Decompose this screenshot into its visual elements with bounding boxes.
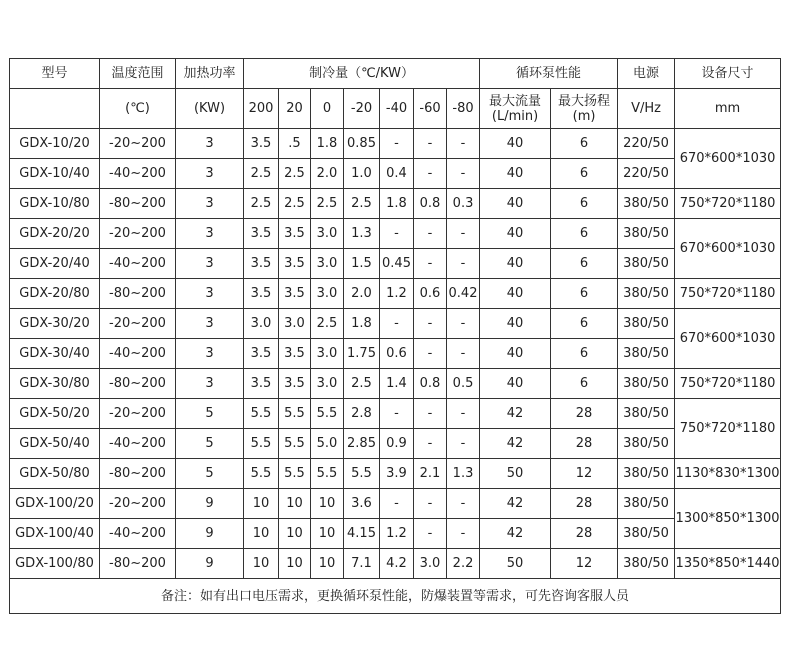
cell-cooling: 3.5 <box>244 129 279 159</box>
cell-cooling: 3.5 <box>244 249 279 279</box>
cell-cooling: 2.5 <box>279 159 311 189</box>
cell-cooling: - <box>414 249 447 279</box>
cell-max-head: 28 <box>551 489 618 519</box>
cell-cooling: 5.0 <box>311 429 344 459</box>
cell-max-head: 28 <box>551 399 618 429</box>
header-temp-unit: (℃) <box>100 89 176 129</box>
cell-max-flow: 40 <box>480 369 551 399</box>
cell-cooling: - <box>414 159 447 189</box>
cell-cooling: - <box>447 489 480 519</box>
cell-power: 380/50 <box>618 429 675 459</box>
cell-cooling: - <box>414 489 447 519</box>
cell-cooling: 0.3 <box>447 189 480 219</box>
header-size: 设备尺寸 <box>675 59 781 89</box>
cell-cooling: 1.3 <box>344 219 380 249</box>
cell-max-flow: 40 <box>480 339 551 369</box>
cell-max-flow: 40 <box>480 279 551 309</box>
cell-cooling: 0.85 <box>344 129 380 159</box>
cell-power: 380/50 <box>618 489 675 519</box>
cell-cooling: 3.5 <box>279 339 311 369</box>
cell-max-head: 12 <box>551 459 618 489</box>
cell-cooling: 3.5 <box>244 219 279 249</box>
cell-cooling: 10 <box>279 519 311 549</box>
cell-heat-power: 3 <box>176 159 244 189</box>
header-pump: 循环泵性能 <box>480 59 618 89</box>
cell-cooling: - <box>380 219 414 249</box>
header-cooling-temp: -60 <box>414 89 447 129</box>
cell-cooling: 5.5 <box>311 399 344 429</box>
cell-size: 670*600*1030 <box>675 129 781 189</box>
cell-cooling: 3.0 <box>311 339 344 369</box>
cell-temp-range: -40~200 <box>100 249 176 279</box>
cell-cooling: 1.8 <box>344 309 380 339</box>
cell-model: GDX-30/20 <box>10 309 100 339</box>
cell-cooling: 0.6 <box>414 279 447 309</box>
cell-cooling: 2.85 <box>344 429 380 459</box>
cell-cooling: 2.5 <box>311 189 344 219</box>
cell-power: 380/50 <box>618 309 675 339</box>
cell-power: 380/50 <box>618 189 675 219</box>
cell-temp-range: -80~200 <box>100 189 176 219</box>
cell-max-head: 6 <box>551 309 618 339</box>
cell-size: 1350*850*1440 <box>675 549 781 579</box>
table-row <box>10 159 781 189</box>
table-row <box>10 489 781 519</box>
header-row-1 <box>10 59 781 89</box>
cell-max-flow: 40 <box>480 129 551 159</box>
cell-cooling: 3.5 <box>279 219 311 249</box>
cell-power: 380/50 <box>618 219 675 249</box>
cell-max-head: 6 <box>551 159 618 189</box>
cell-cooling: 5.5 <box>244 399 279 429</box>
header-cooling-temp: -40 <box>380 89 414 129</box>
cell-model: GDX-100/40 <box>10 519 100 549</box>
cell-power: 380/50 <box>618 399 675 429</box>
header-heat-power: 加热功率 <box>176 59 244 89</box>
cell-cooling: 3.5 <box>279 249 311 279</box>
cell-heat-power: 5 <box>176 429 244 459</box>
cell-power: 380/50 <box>618 519 675 549</box>
cell-cooling: - <box>380 309 414 339</box>
header-cooling-temp: -80 <box>447 89 480 129</box>
cell-temp-range: -20~200 <box>100 399 176 429</box>
cell-max-flow: 40 <box>480 249 551 279</box>
cell-heat-power: 5 <box>176 459 244 489</box>
cell-cooling: 10 <box>279 549 311 579</box>
cell-cooling: 0.5 <box>447 369 480 399</box>
cell-cooling: 5.5 <box>244 459 279 489</box>
cell-cooling: 7.1 <box>344 549 380 579</box>
cell-temp-range: -80~200 <box>100 459 176 489</box>
cell-cooling: 5.5 <box>311 459 344 489</box>
cell-cooling: - <box>380 399 414 429</box>
cell-cooling: - <box>447 309 480 339</box>
cell-cooling: 0.4 <box>380 159 414 189</box>
cell-cooling: 10 <box>244 489 279 519</box>
cell-cooling: - <box>414 129 447 159</box>
max-flow-label: 最大流量 <box>489 93 542 109</box>
cell-cooling: - <box>447 159 480 189</box>
cell-temp-range: -20~200 <box>100 489 176 519</box>
cell-model: GDX-50/80 <box>10 459 100 489</box>
cell-cooling: - <box>447 249 480 279</box>
table-row <box>10 399 781 429</box>
cell-heat-power: 9 <box>176 519 244 549</box>
cell-max-flow: 40 <box>480 309 551 339</box>
spec-table-body <box>10 129 781 579</box>
cell-cooling: 3.5 <box>279 369 311 399</box>
cell-cooling: 1.75 <box>344 339 380 369</box>
cell-max-head: 6 <box>551 249 618 279</box>
cell-cooling: 5.5 <box>344 459 380 489</box>
cell-max-flow: 40 <box>480 219 551 249</box>
spec-table <box>9 58 781 614</box>
cell-cooling: 0.8 <box>414 369 447 399</box>
cell-cooling: 10 <box>311 489 344 519</box>
cell-size: 670*600*1030 <box>675 219 781 279</box>
cell-cooling: - <box>414 519 447 549</box>
cell-cooling: - <box>447 519 480 549</box>
cell-heat-power: 9 <box>176 549 244 579</box>
cell-model: GDX-50/40 <box>10 429 100 459</box>
cell-model: GDX-10/40 <box>10 159 100 189</box>
cell-model: GDX-10/80 <box>10 189 100 219</box>
cell-cooling: - <box>414 219 447 249</box>
cell-cooling: 2.5 <box>311 309 344 339</box>
cell-cooling: 3.0 <box>311 369 344 399</box>
cell-temp-range: -80~200 <box>100 369 176 399</box>
cell-model: GDX-10/20 <box>10 129 100 159</box>
cell-heat-power: 3 <box>176 309 244 339</box>
cell-heat-power: 3 <box>176 189 244 219</box>
cell-temp-range: -20~200 <box>100 309 176 339</box>
cell-size: 1130*830*1300 <box>675 459 781 489</box>
table-row <box>10 279 781 309</box>
cell-cooling: - <box>447 219 480 249</box>
cell-max-head: 6 <box>551 339 618 369</box>
cell-power: 220/50 <box>618 159 675 189</box>
table-row <box>10 219 781 249</box>
max-head-unit: (m) <box>572 108 596 124</box>
cell-max-flow: 42 <box>480 519 551 549</box>
cell-max-head: 6 <box>551 219 618 249</box>
table-row <box>10 459 781 489</box>
cell-max-head: 6 <box>551 189 618 219</box>
cell-power: 380/50 <box>618 549 675 579</box>
header-cooling-temp: -20 <box>344 89 380 129</box>
cell-cooling: 2.5 <box>244 189 279 219</box>
cell-cooling: 5.5 <box>244 429 279 459</box>
header-size-unit: mm <box>675 89 781 129</box>
cell-power: 380/50 <box>618 279 675 309</box>
cell-max-head: 6 <box>551 369 618 399</box>
cell-cooling: 4.15 <box>344 519 380 549</box>
cell-cooling: 0.6 <box>380 339 414 369</box>
cell-max-flow: 40 <box>480 159 551 189</box>
cell-cooling: 10 <box>279 489 311 519</box>
cell-cooling: 2.2 <box>447 549 480 579</box>
cell-cooling: 1.4 <box>380 369 414 399</box>
cell-temp-range: -20~200 <box>100 219 176 249</box>
cell-cooling: .5 <box>279 129 311 159</box>
cell-cooling: - <box>380 489 414 519</box>
table-row <box>10 549 781 579</box>
cell-model: GDX-100/20 <box>10 489 100 519</box>
cell-power: 220/50 <box>618 129 675 159</box>
cell-cooling: 10 <box>244 549 279 579</box>
cell-cooling: 3.5 <box>244 339 279 369</box>
spec-table-wrapper <box>9 58 781 614</box>
max-head-label: 最大扬程 <box>558 93 611 109</box>
cell-model: GDX-50/20 <box>10 399 100 429</box>
cell-cooling: - <box>414 309 447 339</box>
header-cooling-temp: 200 <box>244 89 279 129</box>
table-row <box>10 189 781 219</box>
cell-max-head: 6 <box>551 279 618 309</box>
cell-cooling: 3.5 <box>244 369 279 399</box>
cell-model: GDX-30/80 <box>10 369 100 399</box>
cell-max-flow: 50 <box>480 459 551 489</box>
cell-cooling: 0.9 <box>380 429 414 459</box>
cell-cooling: - <box>414 339 447 369</box>
cell-cooling: 3.0 <box>311 219 344 249</box>
cell-max-flow: 42 <box>480 429 551 459</box>
cell-cooling: 10 <box>311 549 344 579</box>
cell-cooling: 0.42 <box>447 279 480 309</box>
header-power-unit: V/Hz <box>618 89 675 129</box>
cell-temp-range: -20~200 <box>100 129 176 159</box>
cell-max-head: 6 <box>551 129 618 159</box>
cell-cooling: 5.5 <box>279 429 311 459</box>
cell-cooling: 1.2 <box>380 279 414 309</box>
table-row <box>10 369 781 399</box>
header-model-blank <box>10 89 100 129</box>
cell-max-flow: 42 <box>480 489 551 519</box>
max-flow-unit: (L/min) <box>491 108 539 124</box>
cell-power: 380/50 <box>618 339 675 369</box>
cell-heat-power: 3 <box>176 129 244 159</box>
header-cooling-temp: 20 <box>279 89 311 129</box>
cell-cooling: 3.0 <box>414 549 447 579</box>
cell-cooling: - <box>447 399 480 429</box>
cell-size: 750*720*1180 <box>675 189 781 219</box>
cell-cooling: 2.5 <box>279 189 311 219</box>
cell-cooling: 1.5 <box>344 249 380 279</box>
cell-model: GDX-20/40 <box>10 249 100 279</box>
cell-temp-range: -40~200 <box>100 339 176 369</box>
cell-cooling: - <box>414 399 447 429</box>
header-max-head <box>551 89 618 129</box>
cell-max-flow: 50 <box>480 549 551 579</box>
cell-heat-power: 3 <box>176 369 244 399</box>
cell-cooling: 4.2 <box>380 549 414 579</box>
cell-cooling: 1.3 <box>447 459 480 489</box>
cell-cooling: 0.45 <box>380 249 414 279</box>
cell-heat-power: 3 <box>176 249 244 279</box>
cell-temp-range: -40~200 <box>100 429 176 459</box>
header-cooling: 制冷量（℃/KW） <box>244 59 480 89</box>
cell-size: 750*720*1180 <box>675 369 781 399</box>
cell-size: 1300*850*1300 <box>675 489 781 549</box>
cell-max-head: 28 <box>551 429 618 459</box>
cell-cooling: 1.8 <box>311 129 344 159</box>
table-row <box>10 339 781 369</box>
cell-max-flow: 42 <box>480 399 551 429</box>
cell-cooling: 3.6 <box>344 489 380 519</box>
cell-cooling: 1.2 <box>380 519 414 549</box>
cell-cooling: - <box>414 429 447 459</box>
cell-cooling: 1.0 <box>344 159 380 189</box>
cell-max-flow: 40 <box>480 189 551 219</box>
cell-cooling: 2.5 <box>344 189 380 219</box>
header-row-2 <box>10 89 781 129</box>
table-row <box>10 309 781 339</box>
cell-size: 670*600*1030 <box>675 309 781 369</box>
cell-cooling: - <box>447 339 480 369</box>
cell-model: GDX-20/80 <box>10 279 100 309</box>
cell-cooling: 2.5 <box>344 369 380 399</box>
cell-power: 380/50 <box>618 369 675 399</box>
cell-model: GDX-30/40 <box>10 339 100 369</box>
cell-heat-power: 3 <box>176 339 244 369</box>
cell-cooling: 10 <box>244 519 279 549</box>
cell-cooling: 2.8 <box>344 399 380 429</box>
header-power: 电源 <box>618 59 675 89</box>
table-row <box>10 429 781 459</box>
cell-cooling: - <box>447 129 480 159</box>
cell-cooling: 5.5 <box>279 399 311 429</box>
cell-cooling: 3.9 <box>380 459 414 489</box>
note-row <box>10 579 781 614</box>
cell-heat-power: 5 <box>176 399 244 429</box>
cell-max-head: 28 <box>551 519 618 549</box>
cell-temp-range: -40~200 <box>100 159 176 189</box>
cell-heat-power: 3 <box>176 219 244 249</box>
cell-cooling: 1.8 <box>380 189 414 219</box>
cell-model: GDX-100/80 <box>10 549 100 579</box>
cell-cooling: 5.5 <box>279 459 311 489</box>
cell-heat-power: 3 <box>176 279 244 309</box>
cell-cooling: 2.0 <box>344 279 380 309</box>
cell-cooling: 3.0 <box>244 309 279 339</box>
cell-cooling: 3.0 <box>311 249 344 279</box>
cell-temp-range: -80~200 <box>100 549 176 579</box>
cell-cooling: 0.8 <box>414 189 447 219</box>
note-text: 备注：如有出口电压需求，更换循环泵性能，防爆装置等需求，可先咨询客服人员 <box>10 579 781 614</box>
header-heat-unit: (KW) <box>176 89 244 129</box>
table-row <box>10 519 781 549</box>
cell-size: 750*720*1180 <box>675 279 781 309</box>
cell-cooling: 2.5 <box>244 159 279 189</box>
cell-cooling: 10 <box>311 519 344 549</box>
cell-heat-power: 9 <box>176 489 244 519</box>
header-temp-range: 温度范围 <box>100 59 176 89</box>
cell-cooling: - <box>447 429 480 459</box>
cell-temp-range: -80~200 <box>100 279 176 309</box>
table-row <box>10 249 781 279</box>
cell-cooling: 3.0 <box>279 309 311 339</box>
header-cooling-temp: 0 <box>311 89 344 129</box>
cell-power: 380/50 <box>618 249 675 279</box>
cell-cooling: 2.1 <box>414 459 447 489</box>
header-max-flow <box>480 89 551 129</box>
cell-temp-range: -40~200 <box>100 519 176 549</box>
cell-cooling: 3.5 <box>279 279 311 309</box>
header-model: 型号 <box>10 59 100 89</box>
table-row <box>10 129 781 159</box>
cell-size: 750*720*1180 <box>675 399 781 459</box>
cell-cooling: 2.0 <box>311 159 344 189</box>
cell-model: GDX-20/20 <box>10 219 100 249</box>
cell-max-head: 12 <box>551 549 618 579</box>
cell-cooling: 3.5 <box>244 279 279 309</box>
cell-cooling: - <box>380 129 414 159</box>
cell-cooling: 3.0 <box>311 279 344 309</box>
cell-power: 380/50 <box>618 459 675 489</box>
